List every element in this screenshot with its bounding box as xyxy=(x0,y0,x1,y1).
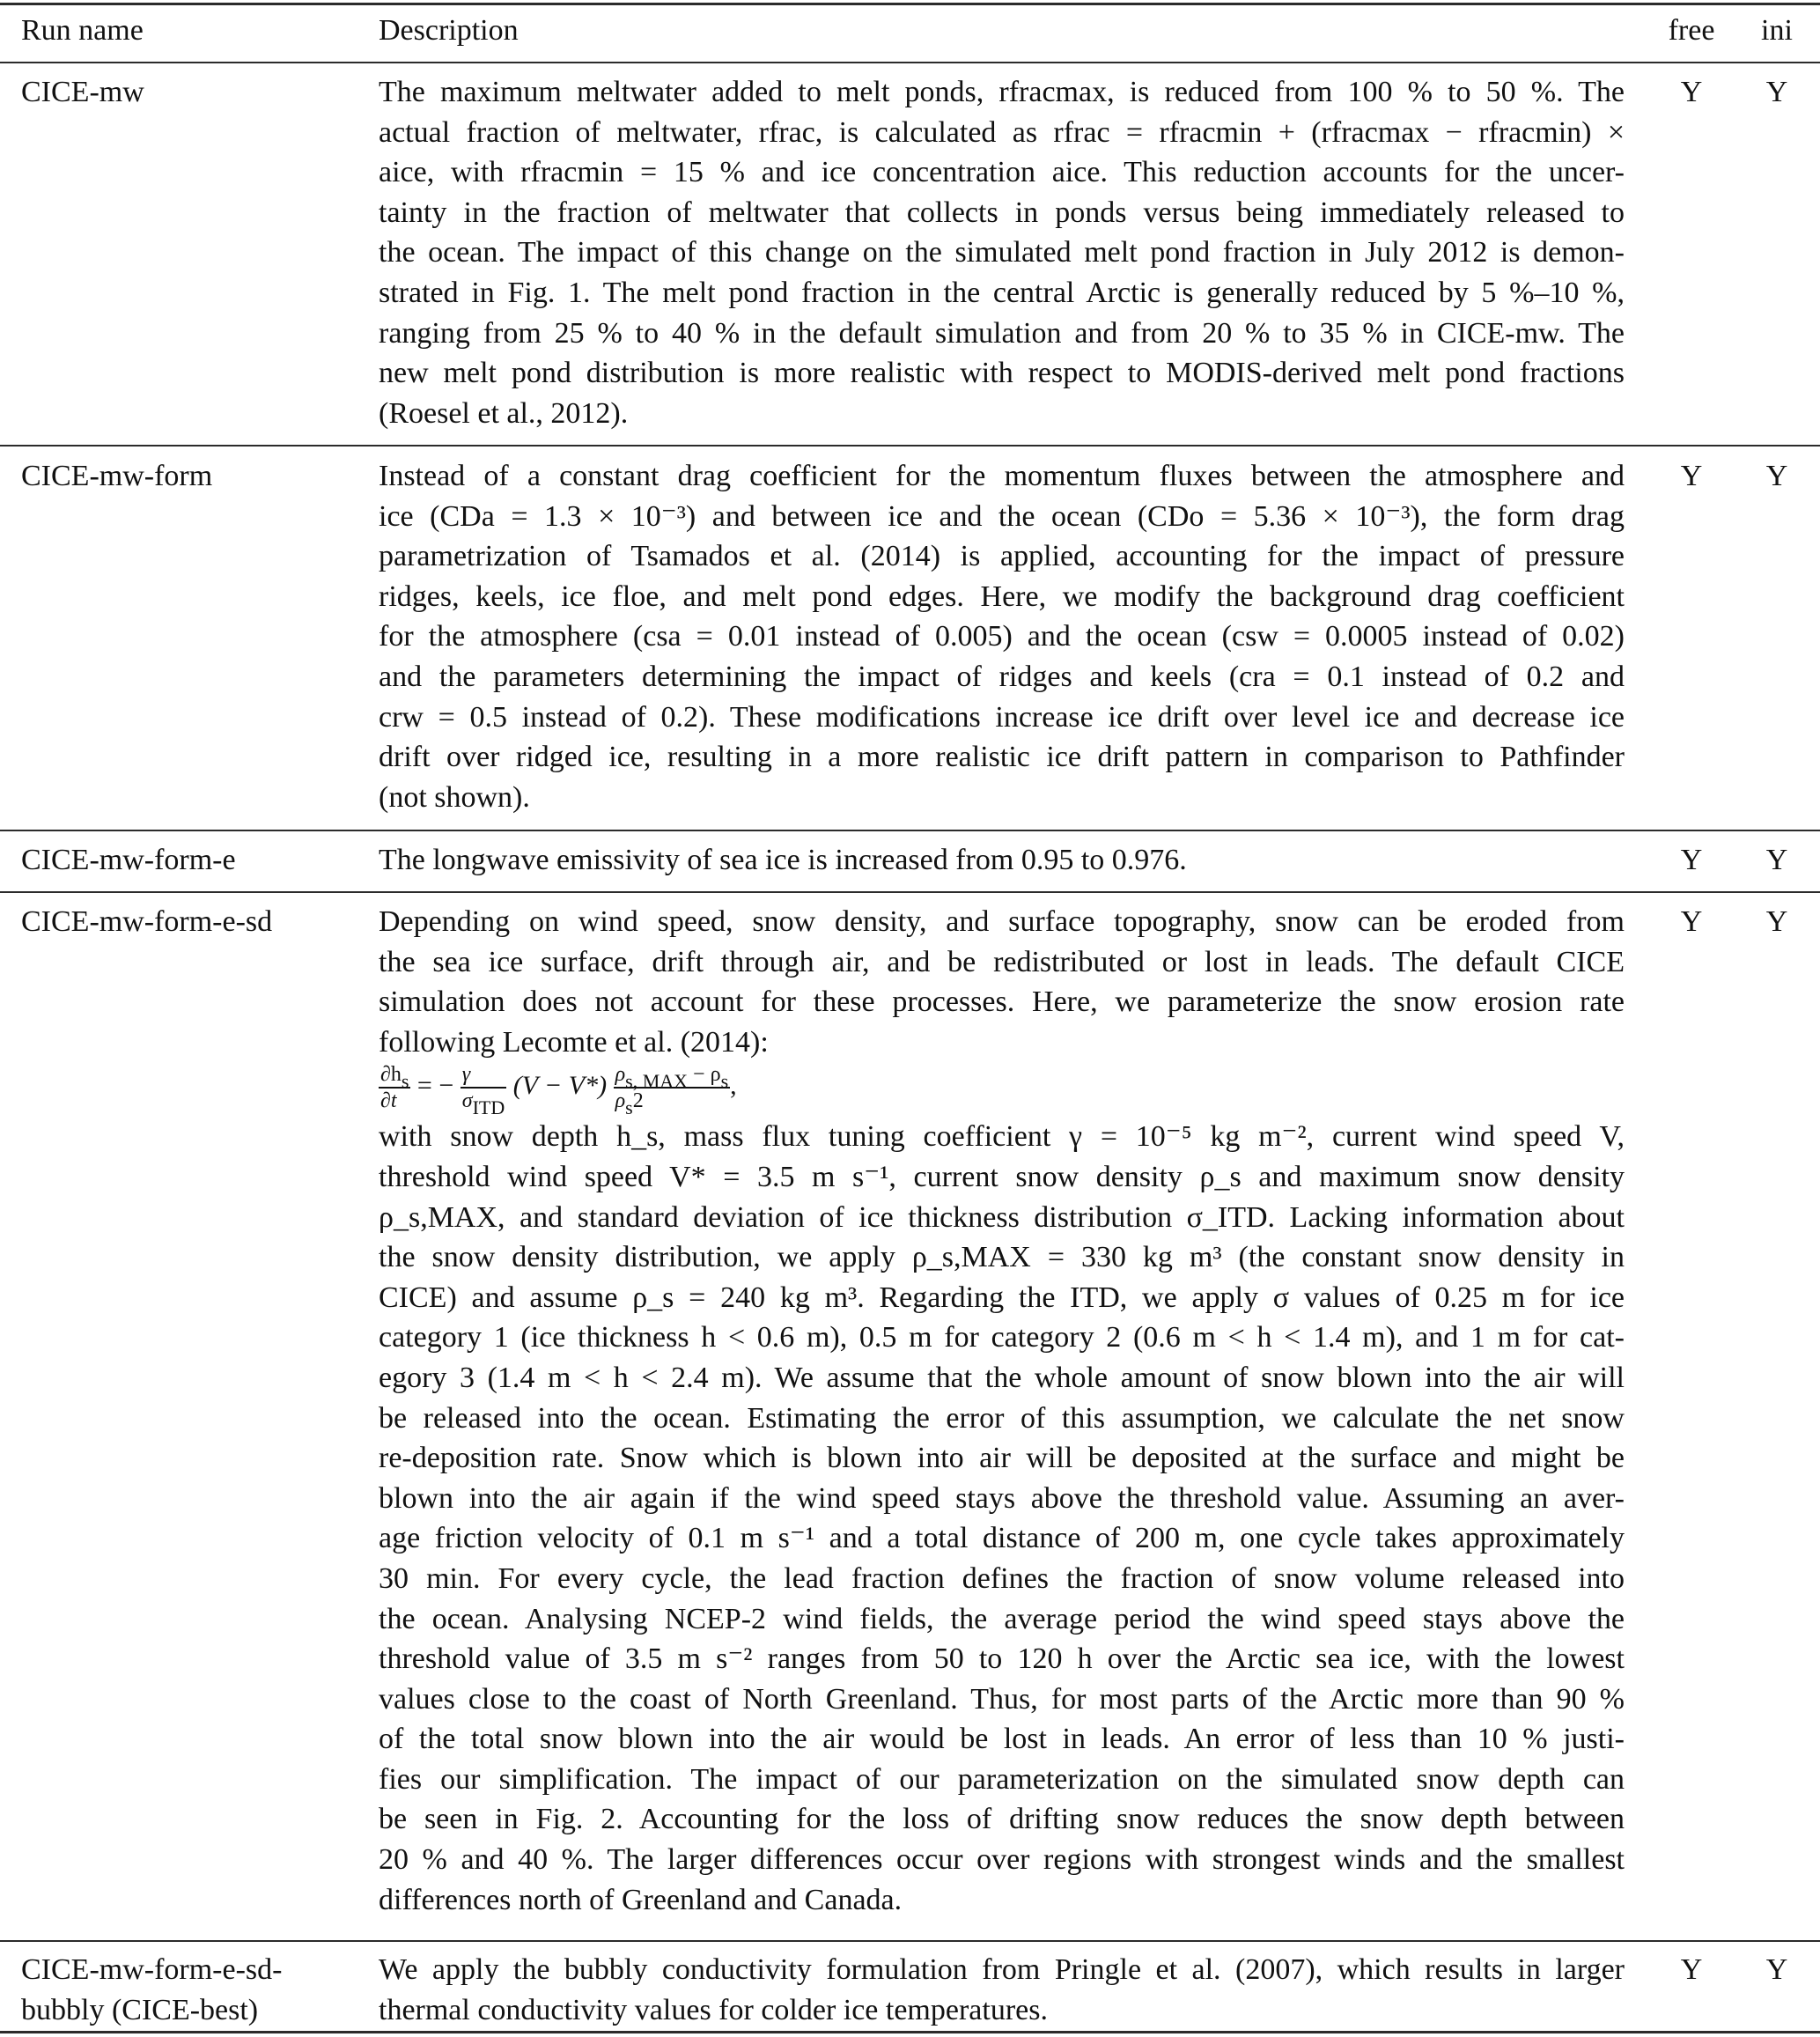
text-line: be released into the ocean. Estimating the error of this assumption, we calculate the net snow xyxy=(379,1401,1625,1435)
text-line: age friction velocity of 0.1 m s⁻¹ and a total distance of 200 m, one cycle takes approximately xyxy=(379,1522,1625,1555)
eq-text: ITD xyxy=(472,1096,505,1119)
run-description xyxy=(379,72,1625,433)
header-run-name: Run name xyxy=(21,14,144,47)
eq-text: s xyxy=(720,1070,729,1093)
text-line: of the total snow blown into the air would be lost in leads. An error of less than 10 % justi- xyxy=(379,1723,1625,1756)
text-line: for the atmosphere (csa = 0.01 instead of 0.005) and the ocean (csw = 0.0005 instead of 0.02) xyxy=(379,620,1625,653)
text-line: aice, with rfracmin = 15 % and ice concentration aice. This reduction accounts for the uncer- xyxy=(379,156,1625,189)
row-separator xyxy=(0,891,1820,893)
text-line: 20 % and 40 %. The larger differences occur over regions with strongest winds and the smallest xyxy=(379,1843,1625,1877)
free-flag: Y xyxy=(1680,1953,1703,1986)
text-line: actual fraction of meltwater, rfrac, is calculated as rfrac = rfracmin + (rfracmax − rfracmin) × xyxy=(379,115,1625,149)
eq-text: s, MAX xyxy=(625,1070,689,1093)
eq-text: ∂t xyxy=(380,1089,397,1113)
eq-text: ρ xyxy=(615,1089,626,1113)
eq-text: ∂h xyxy=(380,1063,402,1087)
eq-text: s xyxy=(625,1096,633,1119)
eq-text: σ xyxy=(461,1089,473,1113)
equation-gamma-fraction xyxy=(461,1062,507,1119)
eq-text: (V − V*) xyxy=(512,1071,608,1101)
description-after-equation xyxy=(379,1117,1625,1920)
text-line: with snow depth h_s, mass flux tuning coefficient γ = 10⁻⁵ kg m⁻², current wind speed V, xyxy=(379,1120,1625,1154)
text-line: the snow density distribution, we apply ρ_s,MAX = 330 kg m³ (the constant snow density in xyxy=(379,1241,1625,1274)
text-line: drift over ridged ice, resulting in a more realistic ice drift pattern in comparison to Pathfinder xyxy=(379,741,1625,774)
text-line: ranging from 25 % to 40 % in the default simulation and from 20 % to 35 % in CICE-mw. The xyxy=(379,316,1625,350)
header-free: free xyxy=(1668,14,1715,47)
text-line: (Roesel et al., 2012). xyxy=(379,396,629,430)
snow-erosion-equation xyxy=(379,1062,1625,1117)
header-description: Description xyxy=(379,14,519,47)
text-line: ice (CDa = 1.3 × 10⁻³) and between ice and the ocean (CDo = 5.36 × 10⁻³), the form drag xyxy=(379,499,1625,533)
run-name: CICE-mw-form-e-sd xyxy=(21,905,273,938)
text-line: Instead of a constant drag coefficient for the momentum fluxes between the atmosphere and xyxy=(379,460,1625,492)
ini-flag: Y xyxy=(1765,460,1788,492)
eq-text: , xyxy=(730,1071,737,1101)
equation-lhs xyxy=(379,1062,410,1113)
text-line: values close to the coast of North Greenland. Thus, for most parts of the Arctic more than 90 % xyxy=(379,1682,1625,1716)
run-name: CICE-mw-form xyxy=(21,460,213,492)
text-line: be seen in Fig. 2. Accounting for the loss of drifting snow reduces the snow depth between xyxy=(379,1803,1625,1836)
text-line: egory 3 (1.4 m < h < 2.4 m). We assume that the whole amount of snow blown into the air will xyxy=(379,1361,1625,1394)
text-line: The longwave emissivity of sea ice is increased from 0.95 to 0.976. xyxy=(379,844,1187,876)
text-line: ridges, keels, ice floe, and melt pond edges. Here, we modify the background drag coefficient xyxy=(379,579,1625,613)
run-description xyxy=(379,840,1625,881)
eq-text: ρ xyxy=(615,1063,626,1087)
ini-flag: Y xyxy=(1765,905,1788,938)
text-line: The maximum meltwater added to melt ponds, rfracmax, is reduced from 100 % to 50 %. The xyxy=(379,76,1625,108)
text-line: ρ_s,MAX, and standard deviation of ice thickness distribution σ_ITD. Lacking information about xyxy=(379,1200,1625,1234)
eq-text: γ xyxy=(461,1063,471,1087)
text-line: (not shown). xyxy=(379,780,530,814)
ini-flag: Y xyxy=(1765,844,1788,876)
text-line: differences north of Greenland and Canada. xyxy=(379,1883,903,1916)
run-description xyxy=(379,1950,1625,2030)
eq-text: − ρ xyxy=(688,1063,721,1087)
description-before-equation xyxy=(379,902,1625,1062)
eq-text: 2 xyxy=(632,1089,644,1113)
text-line: fies our simplification. The impact of our parameterization on the simulated snow depth can xyxy=(379,1762,1625,1796)
text-line: and the parameters determining the impact of ridges and keels (cra = 0.1 instead of 0.2 and xyxy=(379,660,1625,693)
text-line: crw = 0.5 instead of 0.2). These modifications increase ice drift over level ice and decrease ice xyxy=(379,700,1625,734)
text-line: the ocean. The impact of this change on the simulated melt pond fraction in July 2012 is demon- xyxy=(379,236,1625,269)
text-line: tainty in the fraction of meltwater that collects in ponds versus being immediately released to xyxy=(379,196,1625,229)
text-line: category 1 (ice thickness h < 0.6 m), 0.5 m for category 2 (0.6 m < h < 1.4 m), and 1 m for cat- xyxy=(379,1321,1625,1354)
ini-flag: Y xyxy=(1765,1953,1788,1986)
free-flag: Y xyxy=(1680,76,1703,108)
eq-text: = − xyxy=(416,1071,454,1101)
free-flag: Y xyxy=(1680,460,1703,492)
text-line: 30 min. For every cycle, the lead fraction defines the fraction of snow volume released into xyxy=(379,1561,1625,1595)
text-line: thermal conductivity values for colder ice temperatures. xyxy=(379,1993,1048,2026)
text-line: strated in Fig. 1. The melt pond fraction in the central Arctic is generally reduced by 5 %–10 %, xyxy=(379,276,1625,309)
text-line: new melt pond distribution is more realistic with respect to MODIS-derived melt pond fractions xyxy=(379,357,1625,390)
text-line: the ocean. Analysing NCEP-2 wind fields, the average period the wind speed stays above the xyxy=(379,1602,1625,1635)
run-name: CICE-mw xyxy=(21,76,144,108)
text-line: following Lecomte et al. (2014): xyxy=(379,1025,769,1059)
row-separator xyxy=(0,445,1820,447)
run-name: CICE-mw-form-e xyxy=(21,844,236,876)
text-line: simulation does not account for these processes. Here, we parameterize the snow erosion rate xyxy=(379,985,1625,1019)
eq-text: s xyxy=(401,1070,409,1093)
row-separator xyxy=(0,830,1820,831)
run-description xyxy=(379,456,1625,817)
text-line: threshold value of 3.5 m s⁻² ranges from 50 to 120 h over the Arctic sea ice, with the lowest xyxy=(379,1642,1625,1676)
text-line: Depending on wind speed, snow density, and surface topography, snow can be eroded from xyxy=(379,905,1625,938)
header-ini: ini xyxy=(1761,14,1793,47)
text-line: bubbly (CICE-best) xyxy=(21,1993,259,2026)
text-line: re-deposition rate. Snow which is blown into air will be deposited at the surface and might be xyxy=(379,1442,1625,1475)
text-line: parametrization of Tsamados et al. (2014) is applied, accounting for the impact of pressure xyxy=(379,540,1625,573)
run-description xyxy=(379,902,1625,1920)
row-separator xyxy=(0,1940,1820,1942)
free-flag: Y xyxy=(1680,844,1703,876)
text-line: the sea ice surface, drift through air, and be redistributed or lost in leads. The default CICE xyxy=(379,945,1625,978)
text-line: CICE) and assume ρ_s = 240 kg m³. Regarding the ITD, we apply σ values of 0.25 m for ice xyxy=(379,1281,1625,1314)
ini-flag: Y xyxy=(1765,76,1788,108)
text-line: threshold wind speed V* = 3.5 m s⁻¹, current snow density ρ_s and maximum snow density xyxy=(379,1160,1625,1193)
run-name xyxy=(21,1950,356,2030)
text-line: CICE-mw-form-e-sd- xyxy=(21,1953,283,1986)
free-flag: Y xyxy=(1680,905,1703,938)
table-top-rule xyxy=(0,3,1820,5)
table-bottom-rule xyxy=(0,2031,1820,2033)
equation-rho-fraction xyxy=(614,1062,731,1119)
text-line: We apply the bubbly conductivity formulation from Pringle et al. (2007), which results in larger xyxy=(379,1953,1625,1986)
text-line: blown into the air again if the wind speed stays above the threshold value. Assuming an aver- xyxy=(379,1481,1625,1515)
header-rule xyxy=(0,62,1820,63)
